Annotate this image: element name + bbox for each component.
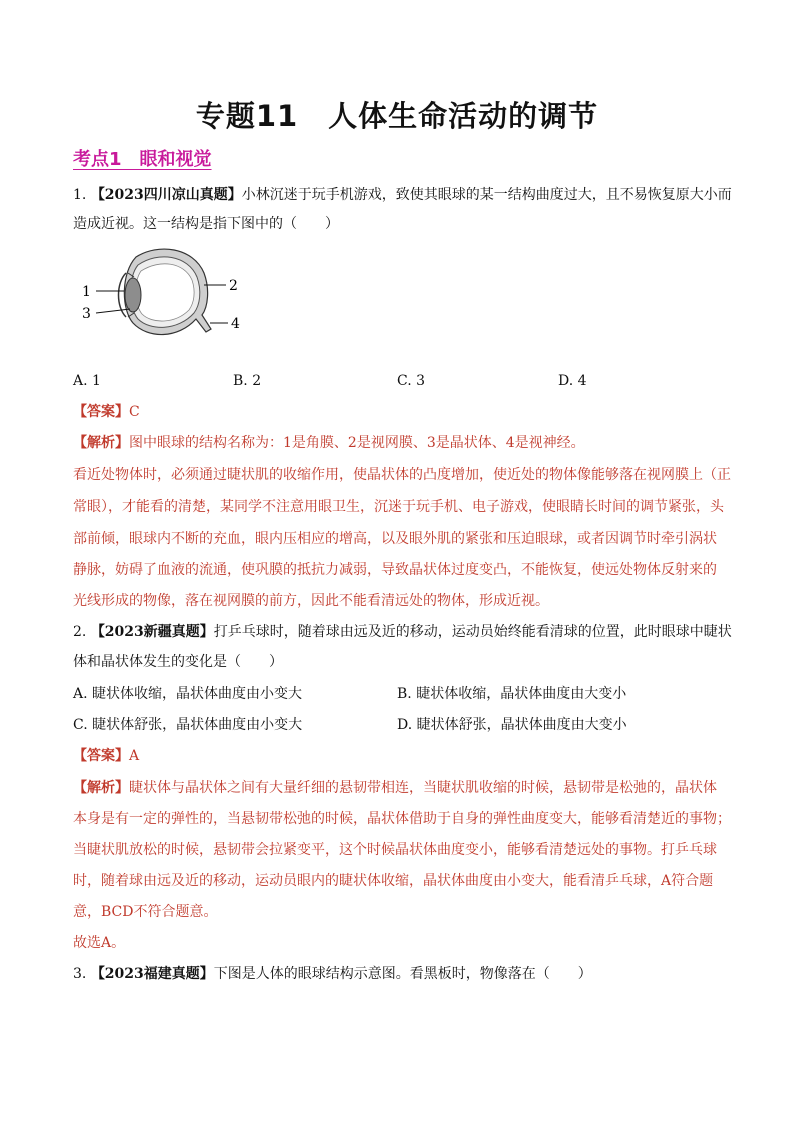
q1-stem-line2: 造成近视。这一结构是指下图中的（ ） — [73, 216, 339, 232]
q3-stem-line1 — [73, 964, 592, 984]
q1-choice-a: A. 1 — [73, 373, 101, 389]
q2-choice-c: C. 睫状体舒张，晶状体曲度由小变大 — [73, 717, 303, 733]
q1-analysis-text1: 图中眼球的结构名称为：1是角膜、2是视网膜、3是晶状体、4是视神经。 — [129, 435, 585, 451]
page-title: 专题11 人体生命活动的调节 — [195, 99, 599, 133]
q1-analysis-line3: 常眼），才能看的清楚，某同学不注意用眼卫生，沉迷于玩手机、电子游戏，使眼睛长时间的调节紧张，头 — [73, 499, 724, 515]
q1-stem-text1: 小林沉迷于玩手机游戏，致使其眼球的某一结构曲度过大，且不易恢复原大小而 — [241, 187, 732, 203]
q2-source: 【2023新疆真题】 — [90, 624, 214, 640]
q2-number: 2. — [73, 624, 91, 640]
q1-stem-line1 — [73, 185, 732, 205]
q2-stem-line2: 体和晶状体发生的变化是（ ） — [73, 654, 283, 670]
q2-analysis-tag: 【解析】 — [73, 780, 129, 796]
q2-analysis-line2: 本身是有一定的弹性的，当悬韧带松弛的时候，晶状体借助于自身的弹性曲度变大，能够看清楚近的事物； — [73, 811, 731, 827]
q2-analysis-line5: 意，BCD不符合题意。 — [73, 904, 218, 920]
q1-choice-d: D. 4 — [558, 373, 587, 389]
section-heading: 考点1 眼和视觉 — [73, 149, 212, 170]
q2-answer-value: A — [129, 748, 140, 764]
q1-analysis-line1 — [73, 433, 585, 453]
q2-answer — [73, 746, 139, 766]
eye-label-1: 1 — [82, 284, 91, 300]
q1-source: 【2023四川凉山真题】 — [90, 187, 242, 203]
eye-label-4: 4 — [231, 316, 240, 332]
q1-answer-tag: 【答案】 — [73, 404, 129, 420]
q1-answer-value: C — [129, 404, 140, 420]
eye-label-2: 2 — [229, 278, 238, 294]
q1-analysis-line6: 光线形成的物像，落在视网膜的前方，因此不能看清远处的物体，形成近视。 — [73, 593, 549, 609]
q2-stem-text1: 打乒乓球时，随着球由远及近的移动，运动员始终能看清球的位置，此时眼球中睫状 — [213, 624, 732, 640]
q2-choice-a: A. 睫状体收缩，晶状体曲度由小变大 — [73, 686, 303, 702]
q1-analysis-tag: 【解析】 — [73, 435, 129, 451]
q1-choice-c: C. 3 — [397, 373, 426, 389]
q1-choice-b: B. 2 — [233, 373, 262, 389]
q2-analysis-text1: 睫状体与晶状体之间有大量纤细的悬韧带相连，当睫状肌收缩的时候，悬韧带是松弛的，晶状体 — [129, 780, 717, 796]
q3-number: 3. — [73, 966, 91, 982]
q2-answer-tag: 【答案】 — [73, 748, 129, 764]
q3-source: 【2023福建真题】 — [90, 966, 214, 982]
q2-analysis-line6: 故选A。 — [73, 935, 126, 951]
q2-analysis-line3: 当睫状肌放松的时候，悬韧带会拉紧变平，这个时候晶状体曲度变小，能够看清楚远处的事物。打乒乓球 — [73, 842, 717, 858]
q2-analysis-line4: 时，随着球由远及近的移动，运动员眼内的睫状体收缩，晶状体曲度由小变大，能看清乒乓球，A符合题 — [73, 873, 714, 889]
q1-analysis-line2: 看近处物体时，必须通过睫状肌的收缩作用，使晶状体的凸度增加，使近处的物体像能够落在视网膜上（正 — [73, 467, 731, 483]
eyeball-diagram — [78, 243, 248, 343]
q1-analysis-line4: 部前倾，眼球内不断的充血，眼内压相应的增高，以及眼外肌的紧张和压迫眼球，或者因调节时牵引涡状 — [73, 531, 717, 547]
q1-analysis-line5: 静脉，妨碍了血液的流通，使巩膜的抵抗力减弱，导致晶状体过度变凸，不能恢复，使远处物体反射来的 — [73, 562, 717, 578]
q2-choice-d: D. 睫状体舒张，晶状体曲度由大变小 — [397, 717, 627, 733]
q1-number: 1. — [73, 187, 91, 203]
q1-answer — [73, 402, 140, 422]
q2-analysis-line1 — [73, 778, 717, 798]
q3-stem-text1: 下图是人体的眼球结构示意图。看黑板时，物像落在（ ） — [213, 966, 592, 982]
eye-label-3: 3 — [82, 306, 91, 322]
q2-stem-line1 — [73, 622, 732, 642]
q2-choice-b: B. 睫状体收缩，晶状体曲度由大变小 — [397, 686, 627, 702]
